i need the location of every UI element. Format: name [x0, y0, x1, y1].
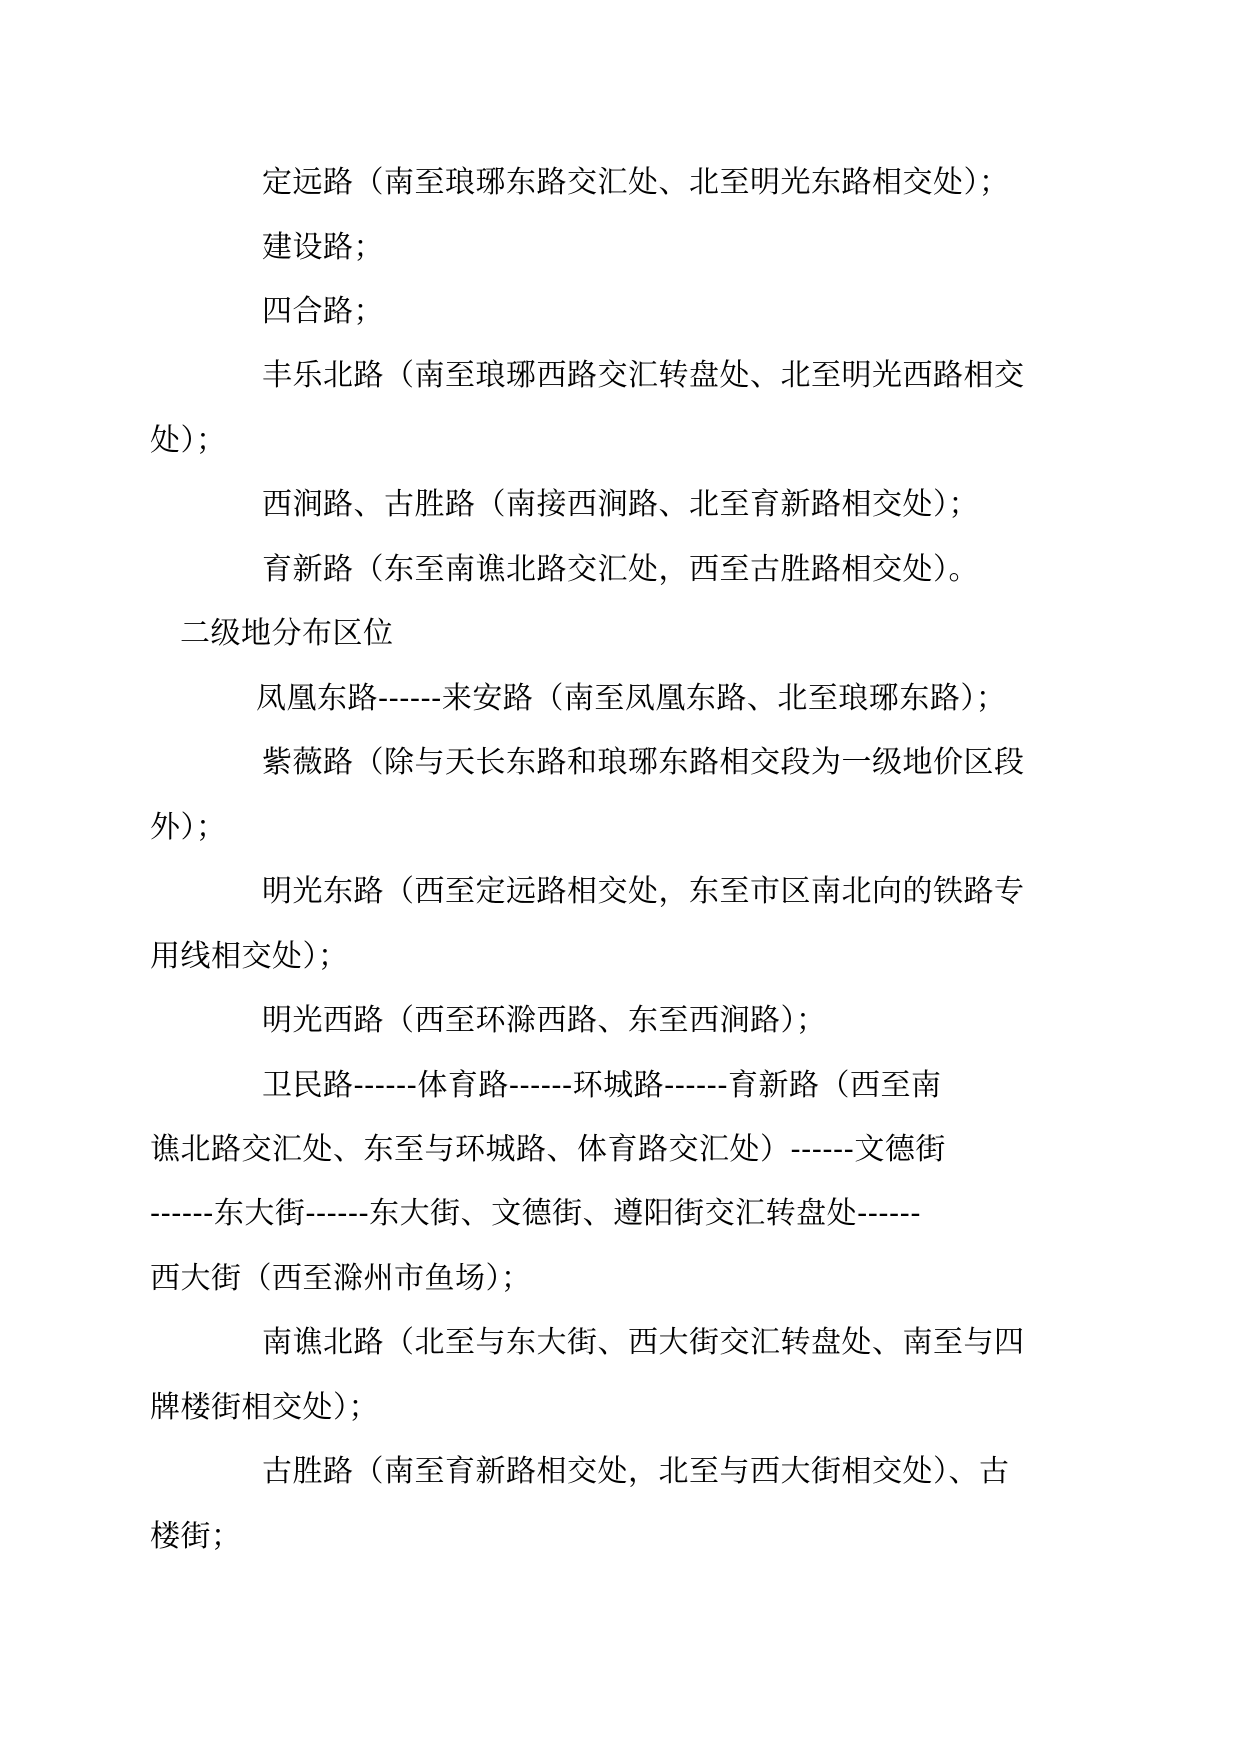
text-line-ziwei-road-cont: 外）；	[150, 810, 227, 845]
text-line-fengle-north-road: 丰乐北路（南至琅琊西路交汇转盘处、北至明光西路相交	[262, 358, 1025, 393]
text-line-mingguang-east-road-cont: 用线相交处）；	[150, 939, 349, 974]
text-line-xijian-gusheng-road: 西涧路、古胜路（南接西涧路、北至育新路相交处）；	[262, 487, 979, 522]
text-line-gusheng-road: 古胜路（南至育新路相交处，北至与西大街相交处）、古	[262, 1454, 1010, 1489]
text-line-mingguang-west-road: 明光西路（西至环滁西路、东至西涧路）；	[262, 1003, 827, 1038]
text-line-yuxin-road: 育新路（东至南谯北路交汇处，西至古胜路相交处）。	[262, 552, 979, 587]
text-line-gusheng-road-cont: 楼街；	[150, 1519, 242, 1554]
text-line-jianshe-road: 建设路；	[262, 230, 384, 265]
text-line-dingyuan-road: 定远路（南至琅琊东路交汇处、北至明光东路相交处）；	[262, 165, 1010, 200]
text-line-nanqiao-north-road-cont: 牌楼街相交处）；	[150, 1390, 379, 1425]
section-heading-level2: 二级地分布区位	[180, 616, 394, 651]
text-line-nanqiao-north-road: 南谯北路（北至与东大街、西大街交汇转盘处、南至与四	[262, 1325, 1025, 1360]
text-line-weimin-road-cont1: 谯北路交汇处、东至与环城路、体育路交汇处）------文德街	[150, 1132, 946, 1167]
text-line-weimin-road: 卫民路------体育路------环城路------育新路（西至南	[262, 1068, 942, 1103]
text-line-mingguang-east-road: 明光东路（西至定远路相交处，东至市区南北向的铁路专	[262, 874, 1025, 909]
text-line-fenghuang-east-road: 凤凰东路------来安路（南至凤凰东路、北至琅琊东路）；	[256, 681, 1007, 716]
text-line-fengle-north-road-cont: 处）；	[150, 423, 227, 458]
text-line-ziwei-road: 紫薇路（除与天长东路和琅琊东路相交段为一级地价区段	[262, 745, 1025, 780]
text-line-sihe-road: 四合路；	[262, 294, 384, 329]
text-line-weimin-road-cont2: ------东大街------东大街、文德街、遵阳街交汇转盘处------	[150, 1196, 921, 1231]
text-line-weimin-road-cont3: 西大街（西至滁州市鱼场）；	[150, 1261, 532, 1296]
